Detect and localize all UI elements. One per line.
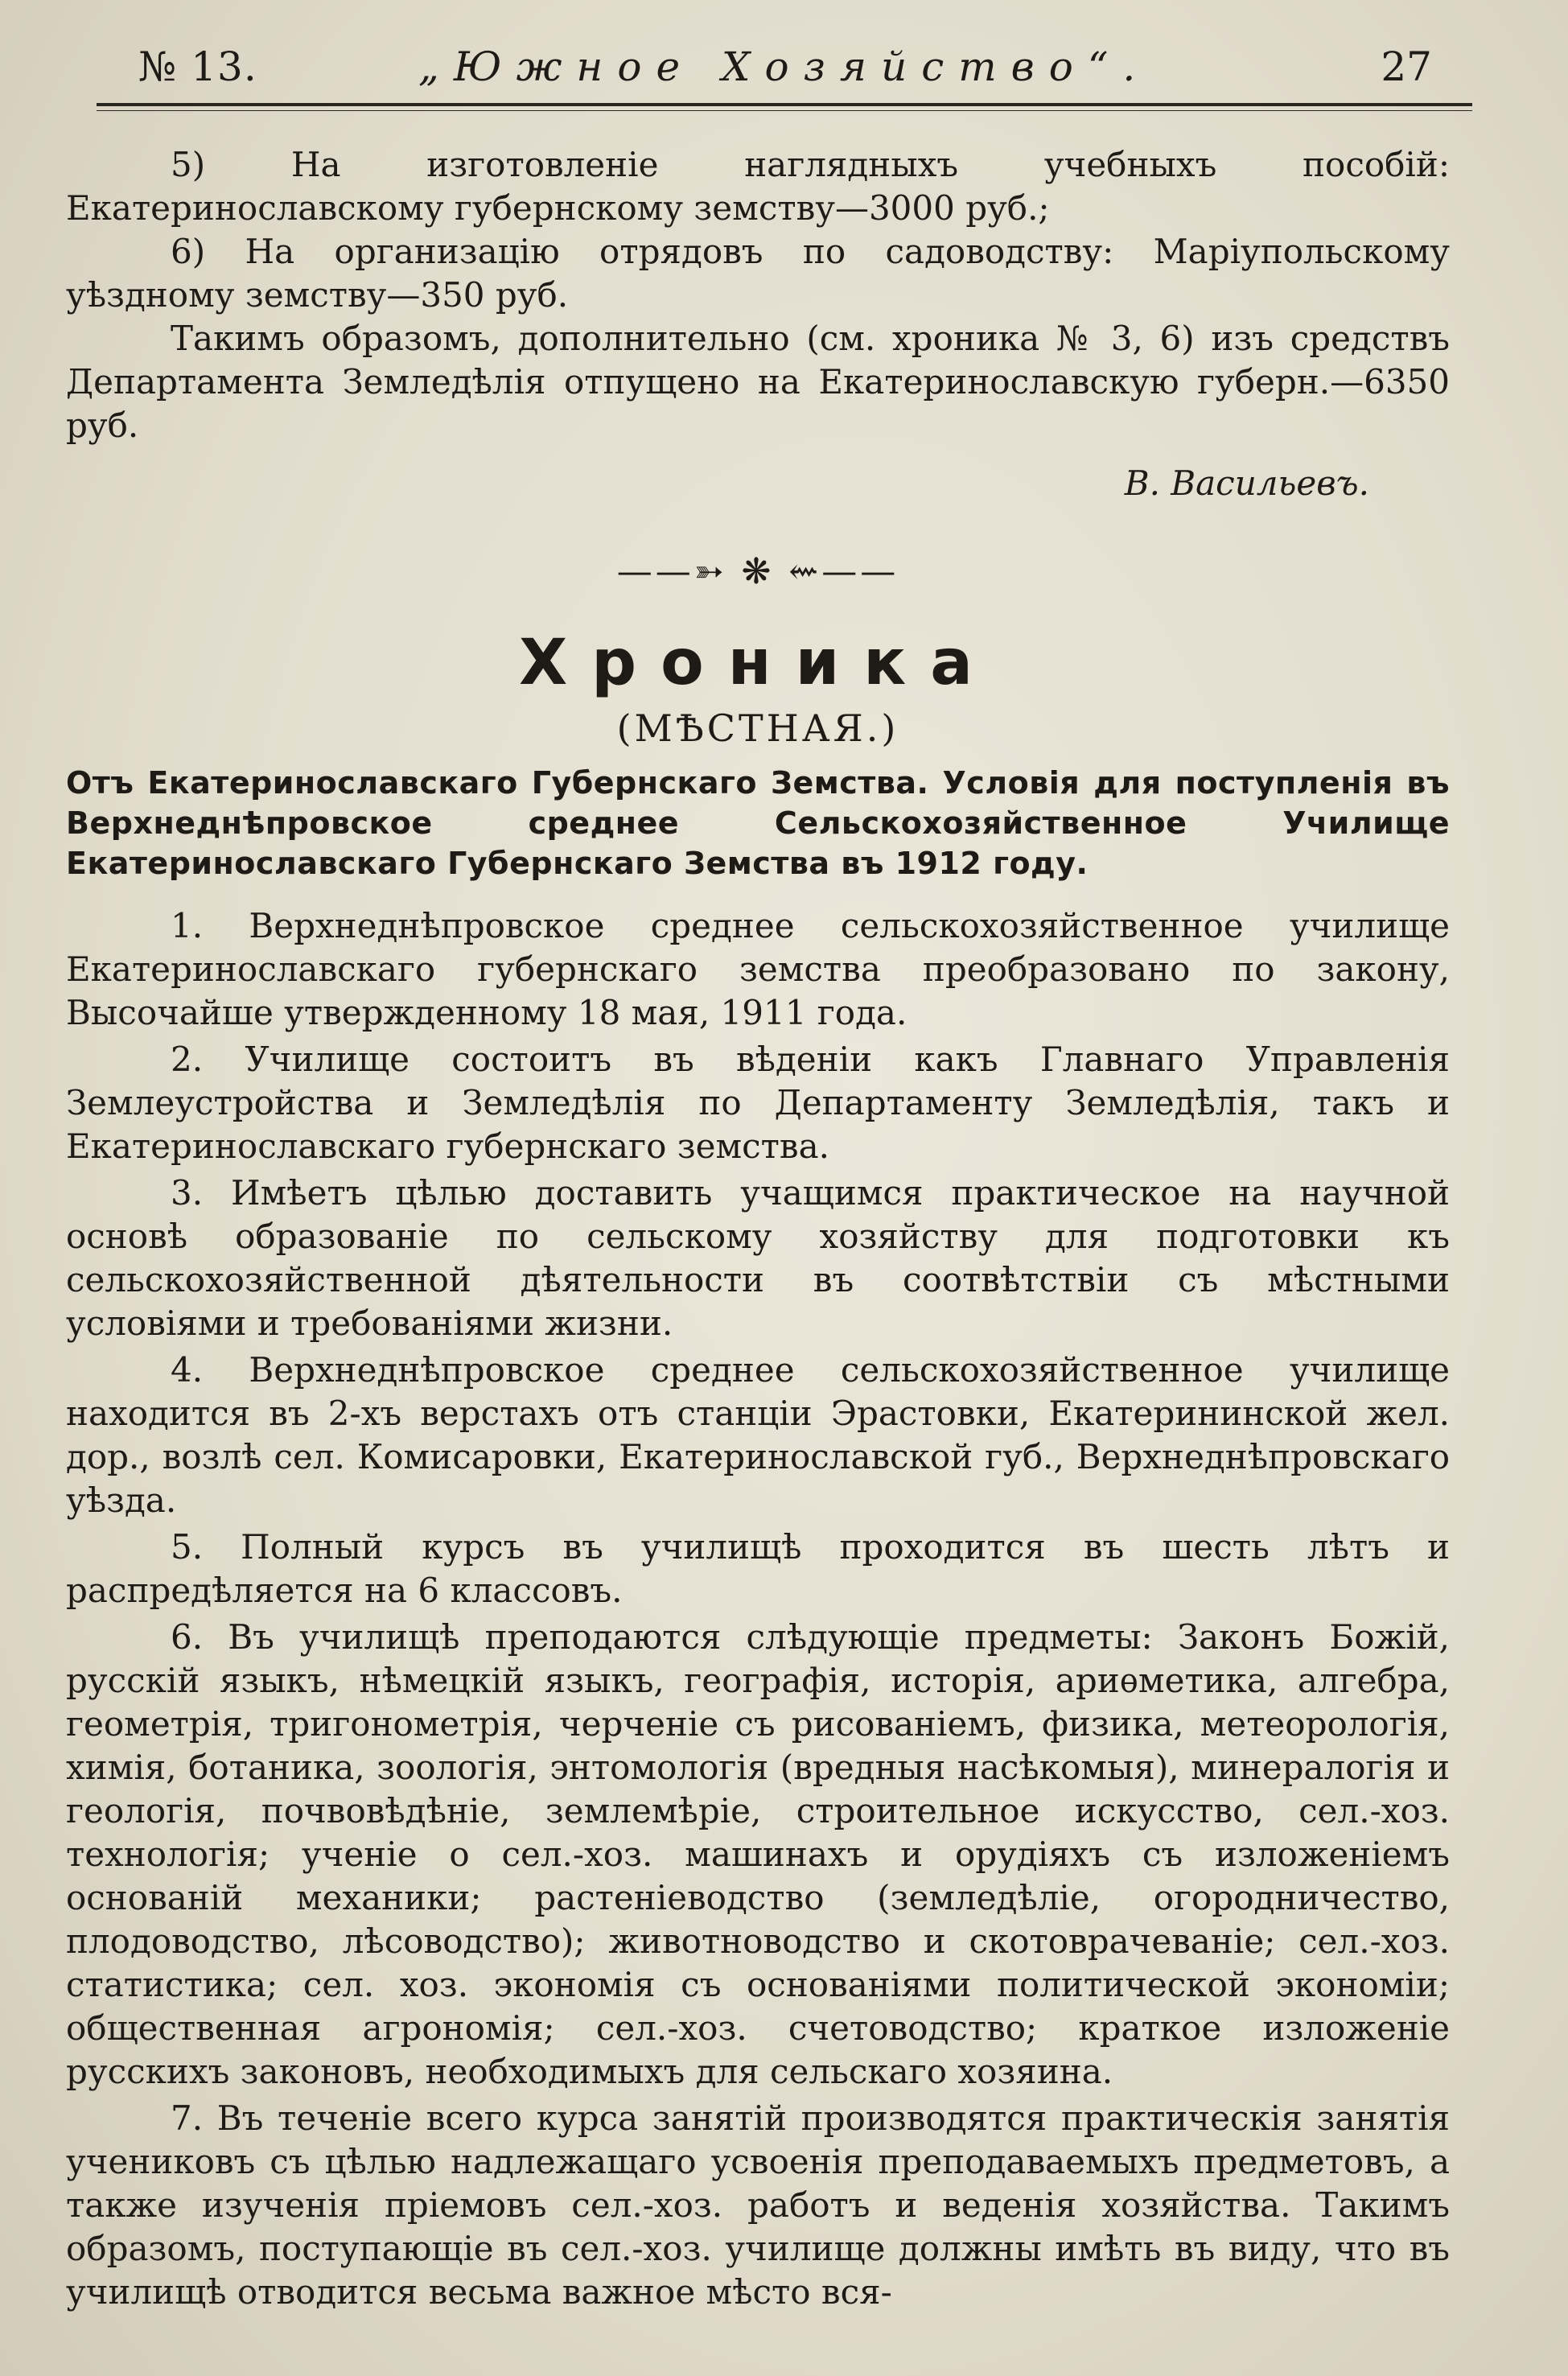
article-item: 7. Въ теченіе всего курса занятій производятся практическія занятія учениковъ съ цѣлью надлежащаго усвоенія преподаваемыхъ предметовъ, а также изученія пріемовъ сел.-хоз. работъ и веденія хозяйства. Такимъ образомъ, поступающіе въ сел.-хоз. училище должны имѣть въ виду, что въ училищѣ отводится весьма важное мѣсто вся-: [66, 2098, 1450, 2312]
section-subtitle: (МѢСТНАЯ.): [616, 706, 899, 750]
intro-paragraph-2: 6) На организацію отрядовъ по садоводству: Маріупольскому уѣздному земству—350 руб.: [66, 232, 1450, 315]
article-item: 3. Имѣетъ цѣлью доставить учащимся практическое на научной основѣ образованіе по сельскому хозяйству для подготовки къ сельскохозяйственной дѣятельности въ соотвѣтствіи съ мѣстными условіями и требованіями жизни.: [66, 1173, 1450, 1343]
intro-paragraph-3: Такимъ образомъ, дополнительно (см. хроника № 3, 6) изъ средствъ Департамента Земледѣлія отпущено на Екатеринославскую губерн.—6350 руб.: [66, 319, 1450, 445]
article-items: [66, 904, 1450, 2314]
issue-number: № 13.: [138, 43, 257, 90]
article-item: 4. Верхнеднѣпровское среднее сельскохозяйственное училище находится въ 2-хъ верстахъ отъ станціи Эрастовки, Екатерининской жел. дор., возлѣ сел. Комисаровки, Екатеринославской губ., Верхнеднѣпровскаго уѣзда.: [66, 1350, 1450, 1520]
article-item: 1. Верхнеднѣпровское среднее сельскохозяйственное училище Екатеринославскаго губернскаго земства преобразовано по закону, Высочайше утвержденному 18 мая, 1911 года.: [66, 906, 1450, 1032]
section-divider-ornament: ——➳ ❋ ⇜——: [616, 551, 899, 592]
journal-title: „Южное Хозяйство“.: [418, 43, 1150, 90]
intro-paragraph-1: 5) На изготовленіе наглядныхъ учебныхъ пособій: Екатеринославскому губернскому земству—3000 руб.;: [66, 145, 1450, 228]
article-item: 5. Полный курсъ въ училищѣ проходится въ шесть лѣтъ и распредѣляется на 6 классовъ.: [66, 1527, 1450, 1610]
author-signature: В. Васильевъ.: [1124, 463, 1369, 503]
section-title: Хроника: [519, 627, 997, 699]
article-heading: Отъ Екатеринославскаго Губернскаго Земства. Условія для поступленія въ Верхнеднѣпровское среднее Сельскохозяйственное Училище Екатеринославскаго Губернскаго Земства въ 1912 году.: [66, 765, 1450, 881]
header-rule-thick: [97, 103, 1472, 106]
page-content: [66, 143, 1450, 2317]
header-rule-thin: [97, 110, 1472, 111]
article-item: 2. Училище состоитъ въ вѣденіи какъ Главнаго Управленія Землеустройства и Земледѣлія по Департаменту Земледѣлія, такъ и Екатеринославскаго губернскаго земства.: [66, 1040, 1450, 1166]
page-number: 27: [1381, 43, 1432, 90]
article-item: 6. Въ училищѣ преподаются слѣдующіе предметы: Законъ Божій, русскій языкъ, нѣмецкій языкъ, географія, исторія, ариѳметика, алгебра, геометрія, тригонометрія, черченіе съ рисованіемъ, физика, метеорологія, химія, ботаника, зоологія, энтомологія (вредныя насѣкомыя), минералогія и геологія, почвовѣдѣніе, землемѣріе, строительное искусство, сел.-хоз. технологія; ученіе о сел.-хоз. машинахъ и орудіяхъ съ изложеніемъ основаній механики; растеніеводство (земледѣліе, огородничество, плодоводство, лѣсоводство); животноводство и скотоврачеваніе; сел.-хоз. статистика; сел. хоз. экономія съ основаніями политической экономіи; общественная агрономія; сел.-хоз. счетоводство; краткое изложеніе русскихъ законовъ, необходимыхъ для сельскаго хозяина.: [66, 1617, 1450, 2091]
running-header: [97, 43, 1432, 108]
